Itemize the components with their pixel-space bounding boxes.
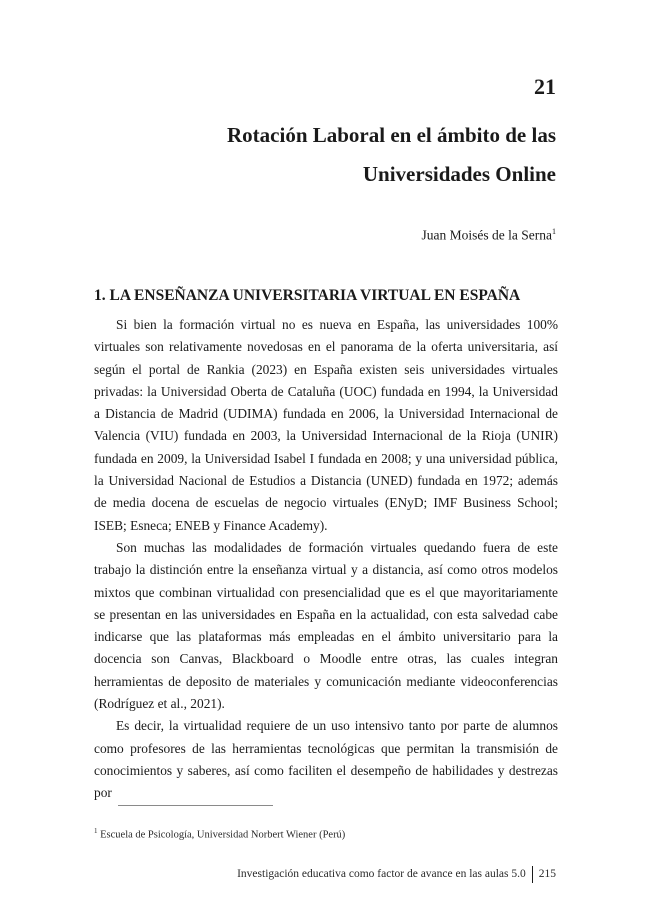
paragraph-1: Si bien la formación virtual no es nueva en España, las universidades 100% virtuales son relativamente novedosas en el panorama de la oferta universitaria, así según el portal de Rankia (2023) en España existen seis universidades virtuales privadas: la Universidad Oberta de Cataluña (UOC) fundada en 1994, la Universidad a Distancia de Madrid (UDIMA) fundada en 2006, la Universidad Internacional de Valencia (VIU) fundada en 2003, la Universidad Internacional de la Rioja (UNIR) fundada en 2009, la Universidad Isabel I fundada en 2008; y una universidad pública, la Universidad Nacional de Estudios a Distancia (UNED) fundada en 1972; además de media docena de escuelas de negocio virtuales (ENyD; IMF Business School; ISEB; Esneca; ENEB y Finance Academy). bbox=[94, 317, 558, 533]
chapter-title-line-1: Rotación Laboral en el ámbito de las bbox=[227, 123, 556, 147]
chapter-title bbox=[136, 116, 556, 194]
section-heading: 1. LA ENSEÑANZA UNIVERSITARIA VIRTUAL EN ESPAÑA bbox=[94, 287, 521, 304]
footnote-mark: 1 bbox=[94, 827, 98, 835]
body-text bbox=[94, 314, 558, 805]
footer-book-title: Investigación educativa como factor de avance en las aulas 5.0 bbox=[237, 867, 526, 880]
footnote bbox=[94, 828, 345, 841]
chapter-title-line-2: Universidades Online bbox=[362, 162, 556, 186]
author-byline bbox=[422, 228, 556, 242]
footer-page-number: 215 bbox=[538, 867, 556, 880]
chapter-number: 21 bbox=[534, 74, 556, 99]
paragraph-3: Es decir, la virtualidad requiere de un uso intensivo tanto por parte de alumnos como profesores de las herramientas tecnológicas que permitan la transmisión de conocimientos y saberes, así como faciliten el desempeño de habilidades y destrezas por bbox=[94, 718, 558, 801]
author-name: Juan Moisés de la Serna bbox=[421, 227, 552, 243]
page-footer bbox=[237, 866, 556, 883]
author-footnote-mark[interactable]: 1 bbox=[552, 227, 556, 236]
footer-separator bbox=[532, 866, 533, 883]
footnote-text: Escuela de Psicología, Universidad Norbert Wiener (Perú) bbox=[100, 829, 346, 841]
paragraph-2: Son muchas las modalidades de formación virtuales quedando fuera de este trabajo la distinción entre la enseñanza virtual y a distancia, así como otros modelos mixtos que combinan virtualidad con presencialidad que es el que mayoritariamente se presentan en las universidades en España en la actualidad, con esta salvedad cabe indicarse que las plataformas más empleadas en el ámbito universitario para la docencia son Canvas, Blackboard o Moodle entre otras, las cuales integran herramientas de deposito de materiales y comunicación mediante videoconferencias (Rodríguez et al., 2021). bbox=[94, 539, 558, 712]
footnote-divider bbox=[118, 805, 273, 806]
